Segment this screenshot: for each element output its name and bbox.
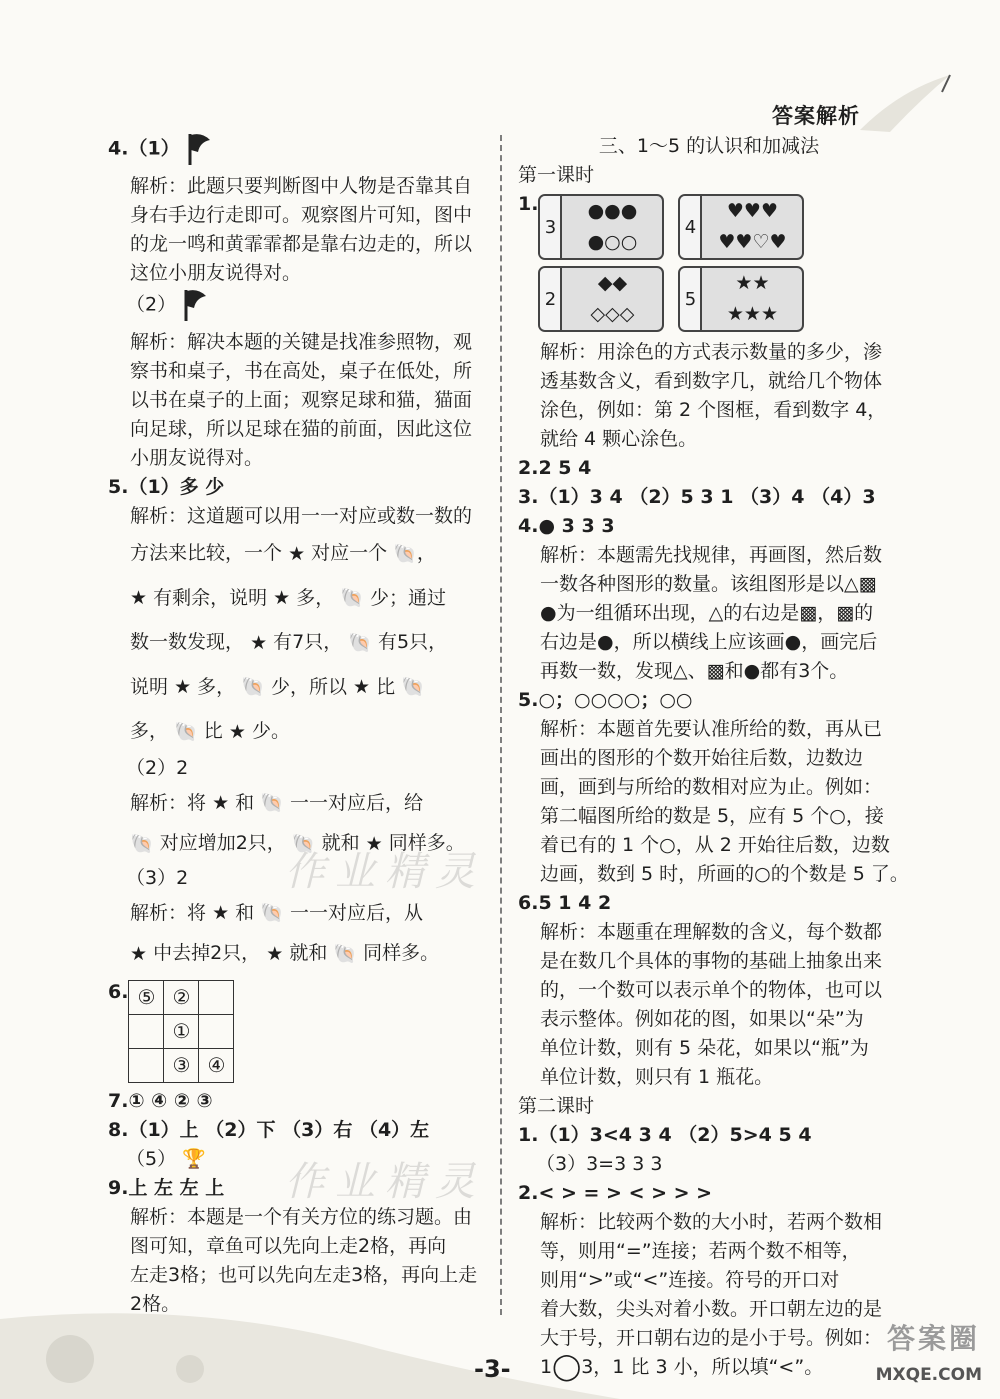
q2: 2.2 5 4	[518, 457, 592, 479]
text-line: 等，则用“=”连接；若两个数不相等，	[540, 1240, 861, 1262]
text-segment: ，	[416, 542, 436, 564]
count-card	[538, 194, 664, 260]
text-line: 第二幅图所给的数是 5，应有 5 个○，接	[540, 805, 884, 827]
paper-plane-decoration	[850, 70, 960, 140]
card-shapes: ◇◇◇	[590, 303, 635, 325]
starfish-icon: ★	[228, 720, 246, 743]
starfish-icon: ★	[288, 542, 306, 565]
left-column	[108, 132, 486, 1319]
q1-explanation	[518, 338, 900, 454]
shell-icon: 🐚	[174, 720, 198, 743]
q4-label: 4.	[518, 515, 539, 537]
text-line	[540, 657, 900, 686]
q5-part2: （2）2	[126, 756, 189, 779]
q6-grid	[128, 980, 234, 1083]
text-segment: 一一对应后，从	[289, 901, 423, 924]
trophy-icon: 🏆	[182, 1147, 206, 1170]
starfish-icon: ★	[353, 676, 371, 698]
grey-circle-icon: ●	[538, 515, 556, 537]
grid-cell	[129, 1048, 164, 1082]
q9: 9.上 左 左 上	[108, 1176, 225, 1199]
text-line: 解析：此题只要判断图中人物是否靠其自	[130, 175, 473, 197]
text-line: 解析：这道题可以用一一对应或数一数的	[130, 505, 473, 527]
lesson-title: 第一课时	[518, 164, 595, 186]
text-line: 以书在桌子的上面；观察足球和猫，猫面	[130, 389, 473, 411]
starfish-icon: ★	[212, 902, 230, 924]
text-segment: 同样多。	[363, 942, 440, 964]
text-line	[130, 531, 486, 576]
grey-circle-icon: ●	[597, 631, 614, 653]
q4-part2	[108, 288, 486, 322]
text-segment: 有5只，	[378, 631, 448, 653]
q4-label: 4.（1）	[108, 137, 180, 160]
grey-circle-icon: ●	[743, 660, 761, 682]
text-segment: ，	[817, 602, 837, 624]
q2b: 2.< > = > < > > >	[518, 1182, 713, 1204]
text-line: 画出的图形的个数开始往后数，边数边	[540, 747, 864, 769]
text-line	[130, 783, 486, 824]
q1-label: 1.	[518, 193, 539, 215]
text-segment: 的右边是	[723, 602, 800, 624]
watermark: 作业精灵	[285, 849, 485, 895]
text-segment: 比	[376, 675, 396, 698]
q4-part2-label: （2）	[126, 293, 177, 316]
grey-circle-icon: ●	[540, 602, 557, 624]
q8-part5-label: （5）	[126, 1147, 177, 1170]
card-shapes: ★★	[735, 272, 770, 294]
text-segment: 多，	[197, 675, 236, 698]
text-line: 解析：用涂色的方式表示数量的多少，渗	[540, 341, 883, 363]
blank-circle-icon: ◯	[552, 1352, 582, 1382]
text-line: 解析：解决本题的关键是找准参照物，观	[130, 331, 473, 353]
q6-explanation	[518, 918, 900, 1092]
shell-icon: 🐚	[260, 902, 284, 924]
card-shapes: ♥♥♥	[726, 200, 778, 222]
text-line: 图可知，章鱼可以先向上走2格，再向	[130, 1234, 447, 1257]
text-segment: ，所以横线上应该画	[613, 631, 785, 653]
card-shapes: ♥♥♡♥	[718, 231, 787, 253]
count-card	[678, 194, 804, 260]
shell-icon: 🐚	[260, 792, 284, 814]
q5-part3-explanation	[108, 893, 486, 974]
starfish-icon: ★	[174, 676, 192, 698]
grey-circle-icon: ●	[784, 631, 802, 653]
column-divider	[500, 135, 502, 1315]
text-segment: 就和	[289, 942, 328, 964]
square-icon: ▩	[799, 602, 818, 624]
q7: 7.① ④ ② ③	[108, 1089, 213, 1112]
q6	[108, 978, 486, 1087]
text-segment: 右边是	[540, 631, 598, 653]
text-segment: 同样多。	[388, 832, 465, 854]
text-segment: ，画完后	[801, 631, 878, 653]
card-shapes: ★★★	[726, 303, 778, 325]
shell-icon: 🐚	[340, 587, 364, 609]
shell-icon: 🐚	[393, 542, 417, 565]
grid-cell: ④	[199, 1048, 234, 1082]
starfish-icon: ★	[266, 942, 284, 965]
text-segment: 数一数发现，	[130, 631, 245, 653]
text-line: 解析：本题重在理解数的含义，每个数都	[540, 921, 883, 943]
grid-cell: ①	[164, 1014, 199, 1048]
text-line	[130, 893, 486, 934]
text-line: 2格。	[130, 1292, 181, 1315]
text-line	[540, 599, 900, 628]
text-line: 解析：本题首先要认准所给的数，再从已	[540, 718, 883, 740]
flag-icon	[186, 132, 214, 166]
count-card	[678, 266, 804, 332]
text-segment: 有剩余，说明	[153, 586, 268, 609]
text-segment: 都有3个。	[760, 660, 849, 682]
text-segment: 对应一个	[311, 542, 388, 564]
text-line: 解析：本题需先找规律，再画图，然后数	[540, 544, 883, 566]
text-line: 察书和桌子，书在高处，桌子在低处，所	[130, 360, 473, 382]
starfish-icon: ★	[212, 792, 230, 814]
text-segment: 少，所以	[270, 675, 347, 698]
text-line: 则用“>”或“<”连接。符号的开口对	[540, 1269, 840, 1291]
shell-icon: 🐚	[348, 631, 372, 654]
triangle-icon: △	[708, 602, 724, 624]
starfish-icon: ★	[365, 832, 383, 855]
grid-cell	[199, 980, 234, 1014]
q5: 5.○；○○○○；○○	[518, 689, 693, 711]
triangle-icon: △	[844, 573, 859, 595]
q1b-part3: （3）3=3 3 3	[536, 1153, 663, 1175]
text-line: 单位计数，则只有 1 瓶花。	[540, 1066, 774, 1088]
text-line: 解析：本题是一个有关方位的练习题。由	[130, 1205, 473, 1228]
q4-part2-explanation	[108, 328, 486, 473]
count-card	[538, 266, 664, 332]
starfish-icon: ★	[130, 942, 148, 965]
text-segment: 和	[724, 660, 744, 682]
text-line: 是在数几个具体的事物的基础上抽象出来	[540, 950, 883, 972]
text-segment: 多，	[130, 720, 169, 742]
text-line	[130, 576, 486, 621]
card-shapes: ◆◆	[597, 272, 628, 294]
q4-part1	[108, 132, 486, 166]
text-line	[540, 628, 900, 657]
shell-icon: 🐚	[130, 832, 154, 855]
text-segment: 一一对应后，给	[289, 791, 423, 814]
text-segment: 解析：将	[130, 791, 207, 814]
shell-icon: 🐚	[291, 832, 316, 855]
card-number: 4	[680, 196, 702, 258]
shell-icon: 🐚	[241, 676, 265, 698]
starfish-icon: ★	[130, 587, 148, 609]
grid-cell	[199, 1014, 234, 1048]
site-url: MXQE.COM	[875, 1365, 982, 1385]
q4-answer: 3 3 3	[555, 515, 615, 537]
text-segment: 一数各种图形的数量。该组图形是以	[540, 573, 845, 595]
text-line: 涂色，例如：第 2 个图框，看到数字 4，	[540, 399, 887, 421]
text-line	[540, 570, 900, 599]
card-shapes: ●○○	[587, 231, 638, 253]
q5-part1-explanation	[108, 502, 486, 754]
card-shapes: ●●●	[587, 200, 638, 222]
text-segment: 1	[540, 1356, 553, 1378]
text-line: 这位小朋友说得对。	[130, 262, 302, 284]
card-number: 3	[540, 196, 562, 258]
text-line	[130, 933, 486, 974]
card-number: 2	[540, 268, 562, 330]
site-logo: 答案圈	[886, 1322, 980, 1355]
q5-part3: （3）2	[126, 866, 189, 889]
grid-cell: ②	[164, 980, 199, 1014]
text-segment: 、	[687, 660, 707, 682]
grid-cell	[129, 1014, 164, 1048]
q4-part1-explanation	[108, 172, 486, 288]
text-line	[130, 665, 486, 710]
q4	[518, 512, 900, 541]
watermark: 作业精灵	[285, 1159, 485, 1205]
section-title: 三、1～5 的认识和加减法	[598, 135, 820, 157]
lesson-title: 第二课时	[518, 1095, 595, 1117]
text-line: 单位计数，则有 5 朵花，如果以“瓶”为	[540, 1037, 869, 1059]
text-line: 画，画到与所给的数相对应为止。例如：	[540, 776, 883, 798]
square-icon: ▩	[858, 573, 877, 595]
card-number: 5	[680, 268, 702, 330]
page-number: -3-	[474, 1355, 511, 1383]
q6: 6.5 1 4 2	[518, 892, 612, 914]
text-segment: 少。	[251, 720, 290, 742]
text-segment: 就和	[321, 832, 360, 854]
text-line: 大于号，开口朝右边的是小于号。例如：	[540, 1327, 883, 1349]
starfish-icon: ★	[250, 631, 268, 654]
shell-icon: 🐚	[401, 676, 425, 698]
text-line: 透基数含义，看到数字几，就给几个物体	[540, 370, 883, 392]
text-segment: 和	[235, 901, 255, 924]
q5-explanation	[518, 715, 909, 889]
text-segment: 和	[235, 791, 255, 814]
text-segment: 少；通过	[370, 586, 447, 609]
q1-cards	[538, 190, 804, 338]
text-segment: 多，	[296, 586, 335, 609]
text-line: 的龙一鸣和黄霏霏都是靠右边走的，所以	[130, 233, 473, 255]
text-segment: 中去掉2只，	[153, 942, 261, 964]
q1	[518, 190, 900, 338]
header-title: 答案解析	[772, 104, 860, 128]
q3: 3.（1）3 4 （2）5 3 1 （3）4 （4）3	[518, 486, 876, 508]
text-segment: 为一组循环出现，	[556, 602, 709, 624]
text-line: 着已有的 1 个○，从 2 开始往后数，边数	[540, 834, 890, 856]
text-line	[130, 709, 486, 754]
grid-cell: ③	[164, 1048, 199, 1082]
text-line: 的，一个数可以表示单个的物体，也可以	[540, 979, 883, 1001]
flag-icon	[182, 288, 210, 322]
grid-cell: ⑤	[129, 980, 164, 1014]
text-segment: 方法来比较，一个	[130, 542, 283, 564]
square-icon: ▩	[836, 602, 855, 624]
text-segment: 解析：将	[130, 901, 207, 924]
q8: 8.（1）上 （2）下 （3）右 （4）左	[108, 1118, 430, 1141]
text-line	[130, 620, 486, 665]
text-segment: 再数一数，发现	[540, 660, 674, 682]
text-line: 解析：比较两个数的大小时，若两个数相	[540, 1211, 883, 1233]
text-segment: 3，1 比 3 小，所以填“<”。	[581, 1356, 824, 1378]
text-segment: 对应增加2只，	[159, 832, 286, 854]
text-line: 表示整体。例如花的图，如果以“朵”为	[540, 1008, 864, 1030]
text-segment: 比	[203, 720, 223, 742]
shell-icon: 🐚	[333, 942, 358, 965]
text-line: 身右手边行走即可。观察图片可知，图中	[130, 204, 473, 226]
text-line: 向足球，所以足球在猫的前面，因此这位	[130, 418, 473, 440]
q6-label: 6.	[108, 980, 129, 1003]
text-segment: 有7只，	[273, 631, 343, 653]
triangle-icon: △	[673, 660, 688, 682]
q5-part1: 5.（1）多 少	[108, 476, 225, 498]
square-icon: ▩	[706, 660, 725, 682]
bottom-wave-decoration	[0, 1289, 620, 1399]
text-line: 就给 4 颗心涂色。	[540, 428, 698, 450]
text-segment: 说明	[130, 675, 169, 698]
text-segment: 的	[854, 602, 874, 624]
text-line: 着大数，尖头对着小数。开口朝左边的是	[540, 1298, 883, 1320]
text-line: 左走3格；也可以先向左走3格，再向上走	[130, 1263, 478, 1286]
text-line: 小朋友说得对。	[130, 447, 264, 469]
text-line: 边画，数到 5 时，所画的○的个数是 5 了。	[540, 863, 909, 885]
starfish-icon: ★	[273, 587, 291, 609]
q4-explanation	[518, 541, 900, 686]
right-column	[518, 132, 909, 1382]
q1b: 1.（1）3<4 3 4 （2）5>4 5 4	[518, 1124, 812, 1146]
